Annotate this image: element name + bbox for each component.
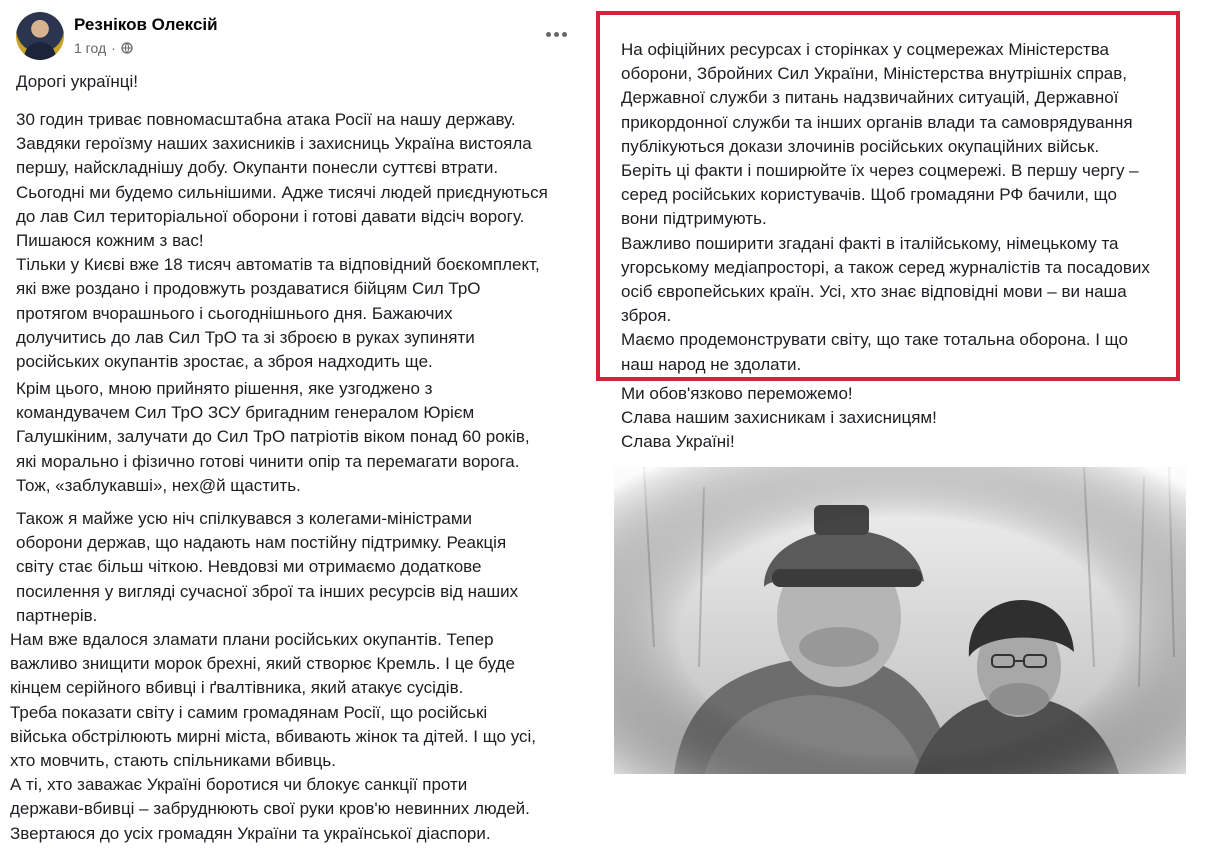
globe-icon[interactable] [121, 42, 133, 54]
post-time[interactable]: 1 год [74, 40, 107, 56]
paragraph-2: Крім цього, мною прийнято рішення, яке узгоджено з командувачем Сил ТрО ЗСУ бригадним генералом Юрієм Галушкіним, залучати до Сил ТрО патріотів віком понад 60 років, які морально і фізично готові чинити опір та перемагати ворога. Тож, «заблукавші», нех@й щастить. [16, 379, 530, 495]
more-options-icon[interactable] [540, 22, 572, 46]
post-meta [74, 40, 133, 56]
meta-separator: · [111, 40, 116, 56]
post-body-left [0, 0, 590, 855]
author-avatar[interactable] [16, 12, 64, 60]
post-photo[interactable] [614, 467, 1186, 774]
highlighted-paragraph: На офіційних ресурсах і сторінках у соцмережах Міністерства оборони, Збройних Сил України, Міністерства внутрішніх справ, Державної служби з питань надзвичайних ситуацій, Державної прикордонної служби та інших органів влади та самоврядування публікуються докази злочинів російських окупаційних військ. Беріть ці факти і поширюйте їх через соцмережі. В першу чергу – серед російських користувачів. Щоб громадяни РФ бачили, що вони підтримують. Важливо поширити згадані факті в італійському, німецькому та угорському медіапросторі, а також серед журналістів та посадових осіб європейських країн. Усі, хто знає відповідні мови – ви наша зброя. Маємо продемонструвати світу, що таке тотальна оборона. І що наш народ не здолати. [621, 40, 1150, 374]
author-name[interactable]: Резніков Олексій [74, 15, 218, 34]
closing-text: Ми обов'язково переможемо! Слава нашим захисникам і захисницям! Слава Україні! [621, 384, 937, 452]
paragraph-4: Нам вже вдалося зламати плани російських окупантів. Тепер важливо знищити морок брехні, який створює Кремль. І це буде кінцем серійного вбивці і ґвалтівника, який атакує сусідів. Треба показати світу і самим громадянам Росії, що російські війська обстрілюють мирні міста, вбивають жінок та дітей. І що усі, хто мовчить, стають спільниками вбивць. А ті, хто заважає Україні боротися чи блокує санкції проти держави-вбивці – забруднюють свої руки кров'ю невинних людей. Звертаюся до усіх громадян України та української діаспори. [10, 630, 537, 843]
paragraph-1: 30 годин триває повномасштабна атака Росії на нашу державу. Завдяки героїзму наших захисників і захисниць Україна вистояла першу, найскладнішу добу. Окупанти понесли суттєві втрати. Сьогодні ми будемо сильнішими. Адже тисячі людей приєднуються до лав Сил територіальної оборони і готові давати відсіч ворогу. Пишаюся кожним з вас! Тільки у Києві вже 18 тисяч автоматів та відповідний боєкомплект, які вже роздано і продовжуть роздаватися бійцям Сил ТрО протягом вчорашнього і сьогоднішнього дня. Бажаючих долучитись до лав Сил ТрО та зі зброєю в руках зупиняти російських окупантів зростає, а зброя надходить ще. [16, 110, 548, 372]
greeting-text: Дорогі українці! [16, 72, 138, 91]
photo-illustration [614, 467, 1186, 774]
paragraph-3: Також я майже усю ніч спілкувався з колегами-міністрами оборони держав, що надають нам постійну підтримку. Реакція світу стає більш чіткою. Невдовзі ми отримаємо додаткове посилення у вигляді сучасної зброї та інших ресурсів від наших партнерів. [16, 509, 519, 625]
